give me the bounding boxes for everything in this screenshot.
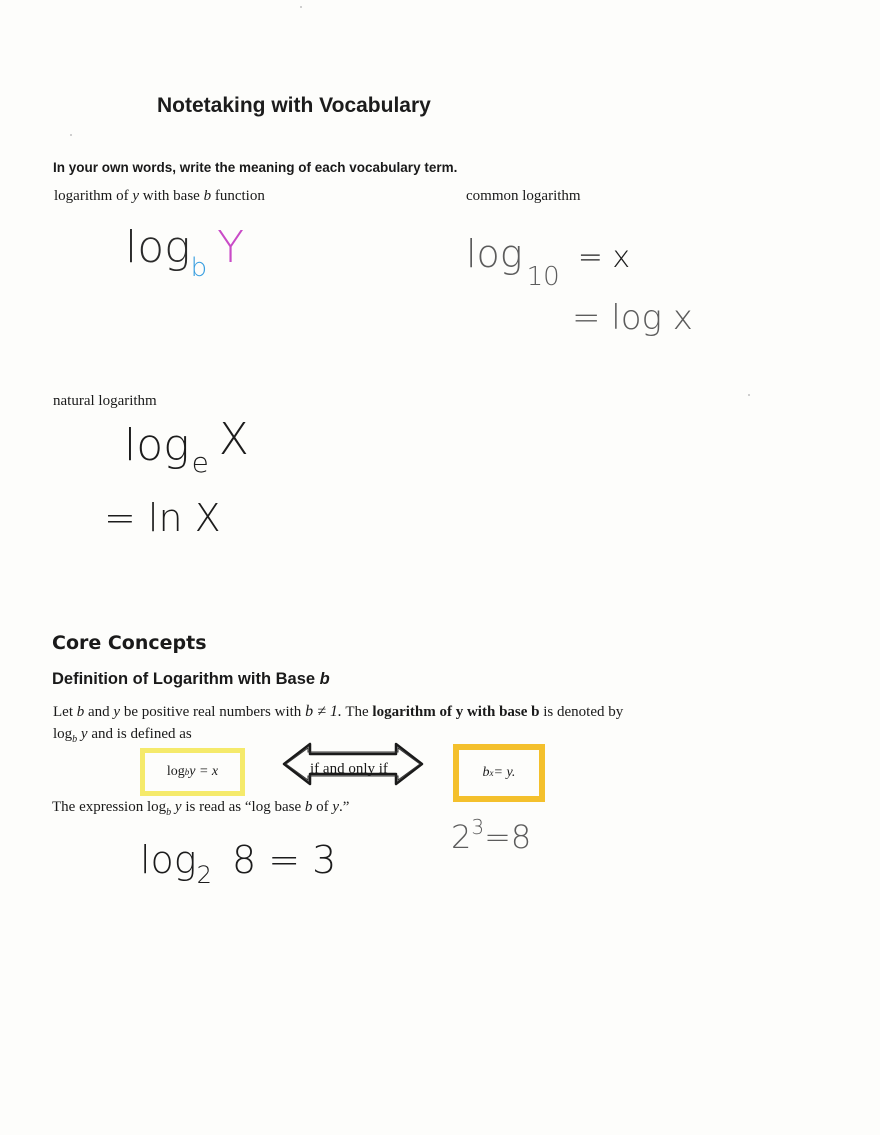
instructions: In your own words, write the meaning of each vocabulary term. <box>53 160 458 175</box>
hand-base-10: 10 <box>526 262 560 292</box>
term-text: with base <box>139 188 204 204</box>
expr-sub: b <box>166 807 172 818</box>
box-rest: y = x <box>189 764 219 779</box>
box-log: log <box>166 764 185 779</box>
section-heading: Core Concepts <box>52 632 207 654</box>
var-y: y <box>113 704 121 720</box>
expr-var-b: b <box>304 799 313 815</box>
para-bold-term: logarithm of y with base b <box>372 704 540 720</box>
handwritten-answer-2-line2: = log x <box>572 298 693 338</box>
hand-base-b: b <box>190 253 208 283</box>
hand-sub-2: 2 <box>196 861 212 889</box>
definition-heading <box>52 670 330 689</box>
vocab-term-logarithm-function <box>54 188 265 205</box>
log-text: log <box>53 726 73 742</box>
box-b: b <box>482 765 490 780</box>
box-sup: x <box>489 768 494 778</box>
var-b: b <box>76 704 85 720</box>
handwritten-answer-3 <box>124 414 249 479</box>
expr-log: log <box>146 799 167 815</box>
hand-sup-3: 3 <box>471 815 485 839</box>
log-sub: b <box>72 734 78 745</box>
hand-equals-x: = x <box>577 240 631 275</box>
handwritten-answer-3-line2: = ln X <box>104 496 221 540</box>
vocab-term-natural-logarithm: natural logarithm <box>53 393 157 409</box>
box-rest: = y. <box>493 765 516 780</box>
hand-base-2: 2 <box>451 818 472 856</box>
term-var-b: b <box>203 188 212 204</box>
term-text: function <box>211 188 265 204</box>
handwritten-answer-2 <box>466 232 631 292</box>
page-title: Notetaking with Vocabulary <box>157 94 431 117</box>
expr-text: .” <box>339 799 350 815</box>
para-text: and <box>84 704 114 720</box>
para-text: and is defined as <box>87 726 192 742</box>
definition-heading-var: b <box>319 670 330 688</box>
expr-text: is read as “log base <box>181 799 305 815</box>
condition: b ≠ 1. <box>305 703 342 720</box>
vocab-term-common-logarithm: common logarithm <box>466 188 581 204</box>
definition-heading-text: Definition of Logarithm with Base <box>52 670 320 688</box>
scan-speck <box>300 6 302 8</box>
expr-text: The expression <box>52 799 147 815</box>
definition-box-log <box>140 748 245 796</box>
expression-reading <box>52 799 349 818</box>
para-text: is denoted by <box>539 704 624 720</box>
term-text: logarithm of <box>54 188 133 204</box>
hand-x: X <box>218 414 249 465</box>
handwritten-example-log <box>140 838 337 889</box>
hand-rest: =8 <box>484 818 532 856</box>
expr-text: of <box>312 799 333 815</box>
scan-speck <box>70 134 72 136</box>
handwritten-answer-1 <box>125 222 244 283</box>
para-text: The <box>341 704 373 720</box>
handwritten-example-power <box>451 815 532 856</box>
hand-log: log <box>140 838 197 882</box>
hand-log: log <box>466 232 523 276</box>
var-y: y <box>77 726 88 742</box>
term-var-y: y <box>132 188 139 204</box>
definition-box-exponent <box>453 744 545 802</box>
box-sub: b <box>184 767 190 777</box>
para-text: Let <box>53 704 77 720</box>
hand-y: Y <box>217 222 244 273</box>
hand-log: log <box>125 222 191 273</box>
expr-var-y: y <box>171 799 182 815</box>
para-text: be positive real numbers with <box>120 704 306 720</box>
expr-var-y: y <box>332 799 340 815</box>
hand-base-e: e <box>191 446 209 479</box>
arrow-label: if and only if <box>310 761 388 777</box>
scan-speck <box>748 394 750 396</box>
hand-rest: 8 = 3 <box>219 838 337 882</box>
hand-log: log <box>124 420 190 471</box>
